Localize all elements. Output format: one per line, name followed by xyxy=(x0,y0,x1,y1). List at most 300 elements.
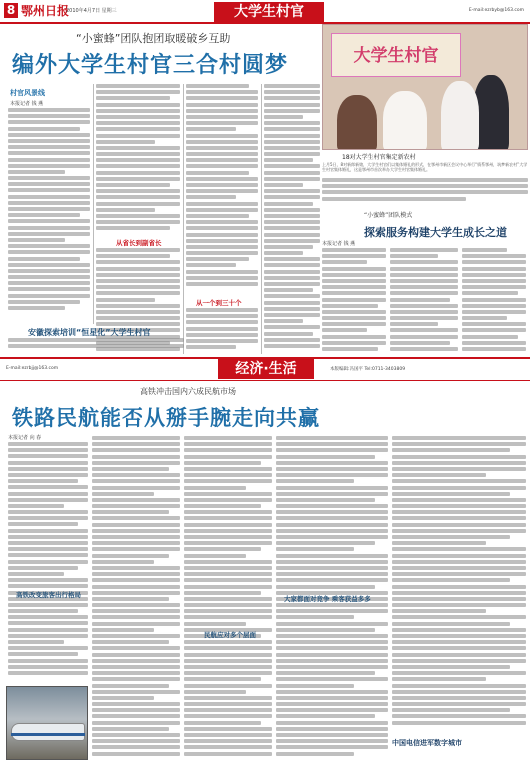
text-line xyxy=(92,566,180,570)
text-line xyxy=(8,492,88,496)
text-line xyxy=(322,197,466,201)
text-line xyxy=(92,535,180,539)
text-line xyxy=(8,287,90,291)
text-line xyxy=(8,504,64,508)
text-line xyxy=(96,202,180,206)
text-line xyxy=(184,455,272,459)
photo-person-icon xyxy=(337,95,377,150)
story1-column-1 xyxy=(8,108,90,318)
text-line xyxy=(392,622,510,626)
text-line xyxy=(392,473,486,477)
text-line xyxy=(186,164,258,168)
text-line xyxy=(8,652,78,656)
text-line xyxy=(184,492,272,496)
text-line xyxy=(392,523,526,527)
text-line xyxy=(390,316,458,320)
text-line xyxy=(184,597,272,601)
text-line xyxy=(8,529,88,533)
story1-column-4 xyxy=(264,84,320,354)
text-line xyxy=(8,479,78,483)
text-line xyxy=(186,103,258,107)
text-line xyxy=(8,628,88,632)
text-line xyxy=(8,257,80,261)
text-line xyxy=(264,164,320,168)
text-line xyxy=(392,671,526,675)
text-line xyxy=(8,195,90,199)
text-line xyxy=(184,696,272,700)
text-line xyxy=(264,183,303,187)
text-line xyxy=(184,473,272,477)
text-line xyxy=(186,308,258,312)
text-line xyxy=(92,646,180,650)
text-line xyxy=(276,455,375,459)
text-line xyxy=(264,103,320,107)
text-line xyxy=(184,498,272,502)
text-line xyxy=(462,291,518,295)
page-number: 8 xyxy=(4,3,18,18)
text-line xyxy=(186,195,236,199)
text-line xyxy=(264,220,320,224)
text-line xyxy=(322,285,386,289)
text-line xyxy=(8,646,88,650)
text-line xyxy=(96,260,180,264)
text-line xyxy=(8,114,90,118)
text-line xyxy=(264,226,320,230)
text-line xyxy=(276,634,388,638)
photo-note: 上月5日，8对新郎新娘，大学生村官们以集体婚礼的形式，在鄂州市新区会议中心举行“情系鄂州，筑梦新农村”大学生村官集体婚礼，这是鄂州市首次举办大学生村官集体婚礼。 xyxy=(322,162,528,172)
story2-kicker: “小蜜蜂”团队模式 xyxy=(364,212,413,219)
text-line xyxy=(322,184,528,188)
text-line xyxy=(462,260,526,264)
text-line xyxy=(392,455,526,459)
text-line xyxy=(392,547,526,551)
text-line xyxy=(8,547,88,551)
econ-editor: 本版编辑:冯国平 Tel:0711-3403809 xyxy=(330,367,406,372)
text-line xyxy=(264,214,320,218)
text-line xyxy=(8,201,90,205)
text-line xyxy=(92,677,180,681)
text-line xyxy=(392,646,526,650)
text-line xyxy=(276,492,388,496)
text-line xyxy=(276,504,388,508)
text-line xyxy=(276,486,388,490)
text-line xyxy=(96,195,180,199)
text-line xyxy=(92,585,180,589)
text-line xyxy=(276,727,388,731)
story1-box-title: 村官风景线 xyxy=(10,89,45,97)
text-line xyxy=(96,310,180,314)
text-line xyxy=(322,328,367,332)
text-line xyxy=(92,603,180,607)
story1-subhead-1: 从省长到副省长 xyxy=(116,239,162,247)
text-line xyxy=(184,535,272,539)
text-line xyxy=(392,461,526,465)
text-line xyxy=(92,752,180,756)
text-line xyxy=(92,708,180,712)
text-line xyxy=(8,461,88,465)
text-line xyxy=(92,591,180,595)
text-line xyxy=(392,479,526,483)
text-line xyxy=(8,572,64,576)
econ-subhead-3: 大家都面对竞争 乘客获益多多 xyxy=(284,595,371,603)
photo-person-icon xyxy=(383,91,427,150)
text-line xyxy=(276,708,388,712)
text-line xyxy=(392,535,510,539)
text-line xyxy=(184,677,261,681)
text-line xyxy=(276,541,375,545)
text-line xyxy=(92,721,180,725)
text-line xyxy=(8,139,90,143)
text-line xyxy=(96,279,180,283)
text-line xyxy=(390,267,458,271)
text-line xyxy=(8,300,80,304)
text-line xyxy=(264,257,320,261)
text-line xyxy=(392,448,510,452)
text-line xyxy=(8,454,88,458)
text-line xyxy=(8,640,64,644)
text-line xyxy=(276,554,388,558)
text-line xyxy=(92,516,180,520)
text-line xyxy=(96,171,180,175)
text-line xyxy=(264,307,320,311)
text-line xyxy=(392,566,526,570)
text-line xyxy=(276,436,388,440)
photo-person-icon xyxy=(441,81,479,150)
text-line xyxy=(392,597,526,601)
text-line xyxy=(392,640,526,644)
story2-column-2 xyxy=(390,248,458,354)
text-line xyxy=(392,714,526,718)
text-line xyxy=(392,603,526,607)
text-line xyxy=(184,547,261,551)
text-line xyxy=(184,591,261,595)
text-line xyxy=(184,578,272,582)
text-line xyxy=(390,347,458,351)
text-line xyxy=(392,578,510,582)
text-line xyxy=(8,213,80,217)
text-line xyxy=(276,696,388,700)
text-line xyxy=(276,603,388,607)
text-line xyxy=(96,214,180,218)
text-line xyxy=(392,498,526,502)
text-line xyxy=(186,115,258,119)
text-line xyxy=(8,306,65,310)
text-line xyxy=(392,516,526,520)
econ-column-5 xyxy=(392,436,526,732)
text-line xyxy=(276,677,388,681)
text-line xyxy=(392,486,526,490)
text-line xyxy=(184,702,272,706)
text-line xyxy=(276,467,388,471)
text-line xyxy=(264,338,320,342)
text-line xyxy=(264,127,320,131)
text-line xyxy=(392,708,510,712)
text-line xyxy=(264,276,320,280)
text-line xyxy=(322,322,386,326)
text-line xyxy=(186,146,258,150)
text-line xyxy=(186,202,258,206)
text-line xyxy=(392,634,526,638)
text-line xyxy=(96,84,180,88)
train-icon xyxy=(11,723,85,741)
text-line xyxy=(276,653,388,657)
wedding-photo xyxy=(322,24,528,150)
text-line xyxy=(462,254,526,258)
text-line xyxy=(186,183,258,187)
text-line xyxy=(8,158,90,162)
text-line xyxy=(8,634,88,638)
text-line xyxy=(96,140,155,144)
story1-column-2 xyxy=(96,84,180,234)
text-line xyxy=(462,267,526,271)
text-line xyxy=(92,640,169,644)
column-divider xyxy=(183,84,184,354)
text-line xyxy=(96,183,170,187)
text-line xyxy=(186,109,258,113)
text-line xyxy=(276,448,388,452)
text-line xyxy=(184,467,272,471)
column-divider xyxy=(261,84,262,354)
text-line xyxy=(8,485,88,489)
text-line xyxy=(264,233,320,237)
text-line xyxy=(322,335,386,339)
text-line xyxy=(96,158,180,162)
text-line xyxy=(264,96,320,100)
story2-byline: 本报记者 钱 燕 xyxy=(322,241,356,247)
text-line xyxy=(92,473,180,477)
text-line xyxy=(92,448,180,452)
text-line xyxy=(390,298,450,302)
text-line xyxy=(8,182,90,186)
text-line xyxy=(186,333,258,337)
text-line xyxy=(186,314,258,318)
text-line xyxy=(92,560,154,564)
text-line xyxy=(276,572,388,576)
text-line xyxy=(184,486,246,490)
text-line xyxy=(184,640,272,644)
text-line xyxy=(92,442,180,446)
text-line xyxy=(8,338,184,342)
text-line xyxy=(276,473,388,477)
text-line xyxy=(276,615,354,619)
text-line xyxy=(322,267,386,271)
text-line xyxy=(390,279,458,283)
text-line xyxy=(8,603,88,607)
text-line xyxy=(184,523,272,527)
text-line xyxy=(276,646,388,650)
text-line xyxy=(96,254,170,258)
text-line xyxy=(264,282,320,286)
text-line xyxy=(92,597,169,601)
text-line xyxy=(264,208,320,212)
text-line xyxy=(322,298,386,302)
story2-top-text xyxy=(322,178,528,206)
text-line xyxy=(184,560,272,564)
text-line xyxy=(8,609,78,613)
text-line xyxy=(392,572,526,576)
date-line: 2010年4月7日 星期三 xyxy=(66,8,117,14)
text-line xyxy=(96,177,180,181)
text-line xyxy=(186,345,236,349)
text-line xyxy=(392,560,526,564)
text-line xyxy=(186,84,249,88)
text-line xyxy=(264,115,303,119)
text-line xyxy=(96,220,180,224)
text-line xyxy=(186,270,258,274)
econ-byline: 本报记者 向 春 xyxy=(8,435,42,441)
text-line xyxy=(186,152,258,156)
text-line xyxy=(264,202,313,206)
text-line xyxy=(92,684,169,688)
story2-column-3 xyxy=(462,248,526,354)
text-line xyxy=(462,285,526,289)
text-line xyxy=(276,733,388,737)
text-line xyxy=(276,529,388,533)
text-line xyxy=(8,219,90,223)
text-line xyxy=(96,304,180,308)
econ-column-2 xyxy=(92,436,180,760)
text-line xyxy=(264,313,320,317)
text-line xyxy=(96,291,180,295)
text-line xyxy=(92,696,154,700)
text-line xyxy=(92,541,180,545)
text-line xyxy=(92,572,180,576)
text-line xyxy=(392,659,526,663)
text-line xyxy=(462,273,526,277)
econ-subhead-2: 民航应对多个层面 xyxy=(204,631,256,639)
text-line xyxy=(8,133,90,137)
text-line xyxy=(96,273,180,277)
text-line xyxy=(184,516,272,520)
text-line xyxy=(186,158,258,162)
text-line xyxy=(8,188,90,192)
text-line xyxy=(184,615,272,619)
text-line xyxy=(92,523,180,527)
text-line xyxy=(264,332,313,336)
text-line xyxy=(96,248,180,252)
text-line xyxy=(264,344,320,348)
text-line xyxy=(264,319,303,323)
text-line xyxy=(186,239,258,243)
text-line xyxy=(8,621,88,625)
text-line xyxy=(92,671,180,675)
text-line xyxy=(462,298,526,302)
text-line xyxy=(264,134,320,138)
text-line xyxy=(8,498,88,502)
text-line xyxy=(92,578,180,582)
text-line xyxy=(264,158,313,162)
text-line xyxy=(8,238,65,242)
text-line xyxy=(184,603,272,607)
text-line xyxy=(186,320,258,324)
text-line xyxy=(92,510,169,514)
text-line xyxy=(322,273,386,277)
text-line xyxy=(186,127,236,131)
text-line xyxy=(92,665,180,669)
text-line xyxy=(392,492,510,496)
column-divider xyxy=(93,84,94,324)
text-line xyxy=(392,554,526,558)
text-line xyxy=(186,226,258,230)
text-line xyxy=(184,510,272,514)
text-line xyxy=(92,498,180,502)
text-line xyxy=(392,696,526,700)
text-line xyxy=(186,245,258,249)
text-line xyxy=(186,251,258,255)
text-line xyxy=(264,90,320,94)
text-line xyxy=(264,121,320,125)
text-line xyxy=(92,745,180,749)
text-line xyxy=(8,442,88,446)
text-line xyxy=(184,585,272,589)
text-line xyxy=(462,248,507,252)
text-line xyxy=(184,461,261,465)
text-line xyxy=(92,634,180,638)
text-line xyxy=(186,263,236,267)
text-line xyxy=(390,273,458,277)
text-line xyxy=(8,244,90,248)
section-banner: 大学生村官 xyxy=(214,2,324,22)
text-line xyxy=(276,461,388,465)
text-line xyxy=(276,752,354,756)
text-line xyxy=(322,310,386,314)
text-line xyxy=(276,640,388,644)
text-line xyxy=(390,291,458,295)
text-line xyxy=(392,442,526,446)
text-line xyxy=(184,752,272,756)
train-stripe xyxy=(11,733,85,736)
text-line xyxy=(276,745,388,749)
text-line xyxy=(392,436,526,440)
text-line xyxy=(186,276,258,280)
text-line xyxy=(322,347,378,351)
text-line xyxy=(96,103,180,107)
text-line xyxy=(96,109,180,113)
text-line xyxy=(264,288,313,292)
text-line xyxy=(184,708,272,712)
text-line xyxy=(92,467,169,471)
text-line xyxy=(392,591,526,595)
text-line xyxy=(92,486,180,490)
story1-column-3b xyxy=(186,308,258,354)
text-line xyxy=(462,316,507,320)
text-line xyxy=(462,279,526,283)
text-line xyxy=(184,659,272,663)
text-line xyxy=(184,665,272,669)
text-line xyxy=(8,659,88,663)
story1-subhead-2: 从一个到三十个 xyxy=(196,299,242,307)
text-line xyxy=(184,566,272,570)
text-line xyxy=(92,479,180,483)
text-line xyxy=(8,535,88,539)
text-line xyxy=(8,344,184,348)
text-line xyxy=(276,479,354,483)
text-line xyxy=(186,208,258,212)
text-line xyxy=(96,226,170,230)
text-line xyxy=(392,467,526,471)
econ-kicker: 高铁冲击国内六成民航市场 xyxy=(140,387,236,396)
text-line xyxy=(8,108,90,112)
text-line xyxy=(92,554,169,558)
text-line xyxy=(276,498,375,502)
text-line xyxy=(276,523,388,527)
text-line xyxy=(264,245,313,249)
text-line xyxy=(390,310,458,314)
text-line xyxy=(276,684,354,688)
text-line xyxy=(184,745,272,749)
text-line xyxy=(96,90,180,94)
text-line xyxy=(276,566,388,570)
